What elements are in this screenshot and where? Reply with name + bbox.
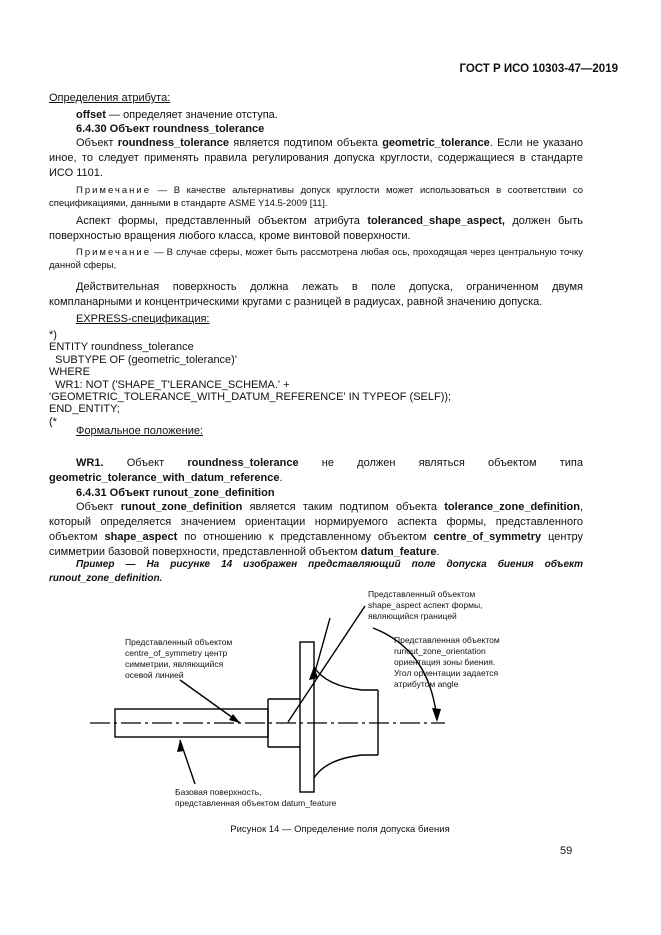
- label-line: Представленная объектом: [394, 635, 500, 645]
- text: , который определяется значением ориентации нормируемого аспекта формы, представленного объектом: [49, 501, 584, 543]
- note-label: Примечание: [76, 247, 151, 258]
- arrow-head-left: [229, 714, 240, 723]
- label-datum-feature: [175, 787, 336, 809]
- offset-term: offset: [76, 109, 106, 121]
- label-line: Угол ориентации задается: [394, 668, 499, 678]
- text: . Если не указано иное, то следует применять правила регулирования допуска круглости, содержащиеся в стандарте ИСО 1101.: [49, 137, 584, 179]
- label-shape-aspect: [368, 589, 482, 622]
- term: shape_aspect: [104, 531, 178, 543]
- figure-caption: Рисунок 14 — Определение поля допуска биения: [230, 824, 450, 835]
- term: WR1.: [76, 457, 104, 469]
- flare-top-curve: [314, 667, 378, 690]
- label-line: симметрии, являющийся: [125, 659, 224, 669]
- text: Объект: [76, 137, 118, 149]
- text: .: [436, 546, 440, 558]
- term: runout_zone_definition: [120, 501, 243, 513]
- label-line: ориентация зоны биения.: [394, 657, 496, 667]
- note-text: — В качестве альтернативы допуск круглости может использоваться в соответствии со спецификациями, данными в стандарте ASME Y14.5-2009 [11].: [49, 185, 583, 209]
- section-6-4-30-title: 6.4.30 Объект roundness_tolerance: [76, 123, 265, 135]
- label-line: осевой линией: [125, 670, 184, 680]
- label-line: атрибутом angle: [394, 679, 459, 689]
- label-line: shape_aspect аспект формы,: [368, 600, 483, 610]
- text: Объект: [103, 457, 188, 469]
- text: по отношению к представленному объектом: [177, 531, 434, 543]
- label-line: Представленный объектом: [125, 637, 233, 647]
- term: roundness_tolerance: [187, 457, 299, 469]
- text: Аспект формы, представленный объектом атрибута: [76, 215, 368, 227]
- section-6-4-31-title: 6.4.31 Объект runout_zone_definition: [76, 487, 275, 499]
- text: не должен являться объектом типа: [298, 457, 583, 469]
- attribute-definitions-heading: Определения атрибута:: [49, 92, 171, 104]
- label-line: Базовая поверхность,: [175, 787, 262, 797]
- flare-bottom-curve: [314, 755, 378, 778]
- note-text: — В случае сферы, может быть рассмотрена любая ось, проходящая через центральную точку данной сферы,: [49, 247, 583, 271]
- label-line: представленная объектом datum_feature: [175, 798, 337, 808]
- document-header: ГОСТ Р ИСО 10303-47—2019: [459, 63, 618, 75]
- text: центру симметрии базовой поверхности, представленной объектом: [49, 531, 583, 558]
- text: является подтипом объекта: [229, 137, 383, 149]
- label-centre-of-symmetry: [125, 637, 232, 681]
- text: Объект: [76, 501, 121, 513]
- arrow-head-arc: [432, 708, 441, 722]
- formal-heading: Формальное положение:: [76, 425, 204, 437]
- arrow-head-bottom: [177, 740, 184, 752]
- express-heading: EXPRESS-спецификация:: [76, 313, 210, 325]
- page-number: 59: [560, 845, 573, 857]
- label-runout-zone-orientation: [394, 635, 500, 690]
- text: .: [279, 472, 283, 484]
- term: roundness_tolerance: [117, 137, 229, 149]
- term: geometric_tolerance: [382, 137, 490, 149]
- term: datum_feature: [360, 546, 437, 558]
- roundness-paragraph-3: Действительная поверхность должна лежать в поле допуска, ограниченном двумя компланарными и концентрическими кругами с разницей в радиусах, равной значению допуска.: [49, 281, 583, 308]
- term: centre_of_symmetry: [433, 531, 542, 543]
- leader-shape-aspect: [315, 618, 330, 672]
- leader-centre-of-symmetry: [180, 680, 240, 723]
- text: является таким подтипом объекта: [242, 501, 445, 513]
- text: должен быть поверхностью вращения любого класса, кроме винтовой поверхности.: [49, 215, 583, 242]
- label-line: являющийся границей: [368, 611, 457, 621]
- offset-text: — определяет значение отступа.: [105, 109, 278, 121]
- example-paragraph: Пример — На рисунке 14 изображен представляющий поле допуска биения объект runout_zone_definition.: [49, 559, 583, 584]
- label-line: Представленный объектом: [368, 589, 476, 599]
- note-label: Примечание: [76, 185, 151, 196]
- label-line: runout_zone_orientation: [394, 646, 486, 656]
- label-line: centre_of_symmetry центр: [125, 648, 228, 658]
- term: tolerance_zone_definition: [444, 501, 580, 513]
- flange: [300, 642, 314, 792]
- express-code: *) ENTITY roundness_tolerance SUBTYPE OF (geometric_tolerance)' WHERE WR1: NOT ('SHAPE_T'LERANCE_SCHEMA.' + 'GEOMETRIC_TOLERANCE_WITH_DATUM_REFERENCE' IN TYPEOF (SELF)); END_ENTITY; (*: [49, 329, 452, 428]
- term: geometric_tolerance_with_datum_reference: [49, 472, 280, 484]
- term: toleranced_shape_aspect,: [367, 215, 505, 227]
